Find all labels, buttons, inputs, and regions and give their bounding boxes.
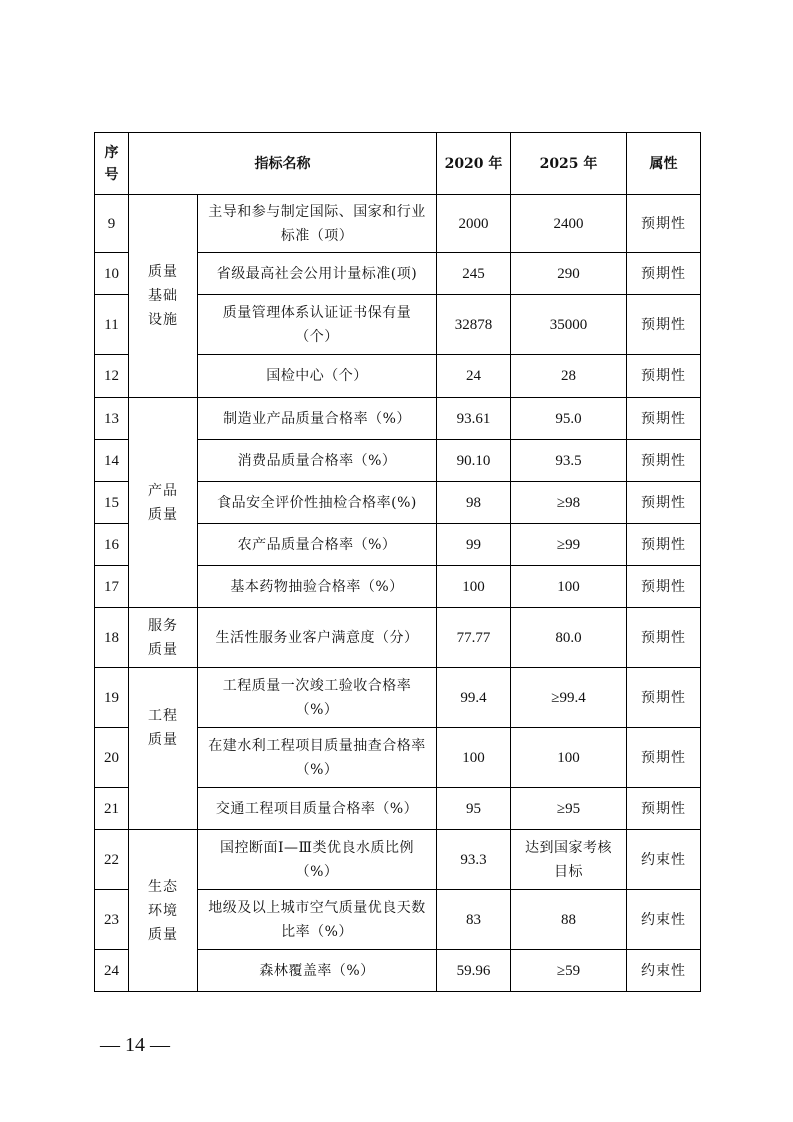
row-number: 10 [95,253,129,295]
indicator-table [94,132,701,992]
value-2020: 24 [437,355,511,398]
table-row [95,830,701,890]
indicator-name: 交通工程项目质量合格率（%） [198,788,437,830]
attribute: 预期性 [627,253,701,295]
value-2020: 77.77 [437,608,511,668]
value-2025: 88 [511,890,627,950]
indicator-name: 食品安全评价性抽检合格率(%) [198,482,437,524]
value-2020: 95 [437,788,511,830]
category-line: 工程 [148,707,178,724]
page-number: — 14 — [100,1034,170,1056]
row-number: 16 [95,524,129,566]
row-number: 12 [95,355,129,398]
name-header: 指标名称 [129,133,437,195]
value-2025: 95.0 [511,398,627,440]
indicator-name: 森林覆盖率（%） [198,950,437,992]
value-2020: 59.96 [437,950,511,992]
attribute: 预期性 [627,440,701,482]
year-2025-header: 2025 年 [511,133,627,195]
row-number: 17 [95,566,129,608]
category-engineering-quality-continued [129,788,198,830]
indicator-name: 国控断面Ⅰ—Ⅲ类优良水质比例（%） [198,830,437,890]
category-product-quality [129,398,198,608]
row-number: 18 [95,608,129,668]
attribute: 预期性 [627,728,701,788]
indicator-name: 农产品质量合格率（%） [198,524,437,566]
category-engineering-quality [129,668,198,788]
attribute: 约束性 [627,890,701,950]
attribute: 约束性 [627,830,701,890]
value-2025: ≥59 [511,950,627,992]
indicator-name: 基本药物抽验合格率（%） [198,566,437,608]
value-2025: 达到国家考核目标 [511,830,627,890]
row-number: 11 [95,295,129,355]
attribute: 预期性 [627,195,701,253]
attribute: 预期性 [627,482,701,524]
indicator-name: 在建水利工程项目质量抽查合格率（%） [198,728,437,788]
row-number: 15 [95,482,129,524]
value-2020: 32878 [437,295,511,355]
row-number: 14 [95,440,129,482]
category-eco-environment-quality [129,830,198,992]
category-quality-infrastructure [129,195,198,398]
category-line: 基础 [148,288,178,304]
value-2020: 99.4 [437,668,511,728]
attribute: 预期性 [627,398,701,440]
category-line: 质量 [148,641,178,658]
table-row [95,608,701,668]
category-line: 质量 [148,731,178,748]
value-2020: 98 [437,482,511,524]
value-2025: ≥95 [511,788,627,830]
value-2025: 290 [511,253,627,295]
attribute: 预期性 [627,524,701,566]
category-line: 质量 [148,926,178,943]
category-line: 产品 [148,482,178,499]
value-2020: 100 [437,728,511,788]
indicator-name: 质量管理体系认证证书保有量（个） [198,295,437,355]
value-2020: 2000 [437,195,511,253]
attribute: 预期性 [627,566,701,608]
value-2020: 83 [437,890,511,950]
value-2025: 35000 [511,295,627,355]
indicator-name: 生活性服务业客户满意度（分） [198,608,437,668]
value-2020: 245 [437,253,511,295]
indicator-name: 国检中心（个） [198,355,437,398]
row-number: 9 [95,195,129,253]
value-2025: 80.0 [511,608,627,668]
value-2020: 93.61 [437,398,511,440]
attr-header: 属性 [627,133,701,195]
value-2025: ≥99.4 [511,668,627,728]
attribute: 预期性 [627,355,701,398]
row-number: 20 [95,728,129,788]
category-service-quality [129,608,198,668]
row-number: 19 [95,668,129,728]
attribute: 预期性 [627,295,701,355]
table-row [95,668,701,728]
value-2020: 93.3 [437,830,511,890]
category-line: 质量 [148,506,178,523]
row-number: 21 [95,788,129,830]
value-2025: 2400 [511,195,627,253]
category-line: 服务 [148,617,178,634]
category-line: 环境 [148,902,178,919]
indicator-name: 主导和参与制定国际、国家和行业标准（项） [198,195,437,253]
row-number: 13 [95,398,129,440]
table-row [95,195,701,253]
value-2025: 28 [511,355,627,398]
seq-header-top: 序 [104,144,119,161]
table-row [95,788,701,830]
row-number: 23 [95,890,129,950]
indicator-name: 省级最高社会公用计量标准(项) [198,253,437,295]
value-2020: 99 [437,524,511,566]
category-line: 质量 [148,264,178,280]
seq-header [95,133,129,195]
value-2020: 90.10 [437,440,511,482]
value-2025: ≥98 [511,482,627,524]
row-number: 24 [95,950,129,992]
category-line: 生态 [148,878,178,895]
row-number: 22 [95,830,129,890]
attribute: 预期性 [627,788,701,830]
category-line: 设施 [148,312,178,328]
value-2025: 93.5 [511,440,627,482]
value-2025: 100 [511,728,627,788]
table-row [95,398,701,440]
indicator-name: 地级及以上城市空气质量优良天数比率（%） [198,890,437,950]
header-row [95,133,701,195]
value-2025: 100 [511,566,627,608]
value-2025: ≥99 [511,524,627,566]
attribute: 预期性 [627,668,701,728]
indicator-name: 消费品质量合格率（%） [198,440,437,482]
seq-header-bottom: 号 [104,166,119,183]
year-2020-header: 2020 年 [437,133,511,195]
value-2020: 100 [437,566,511,608]
indicator-name: 制造业产品质量合格率（%） [198,398,437,440]
attribute: 约束性 [627,950,701,992]
indicator-name: 工程质量一次竣工验收合格率（%） [198,668,437,728]
attribute: 预期性 [627,608,701,668]
